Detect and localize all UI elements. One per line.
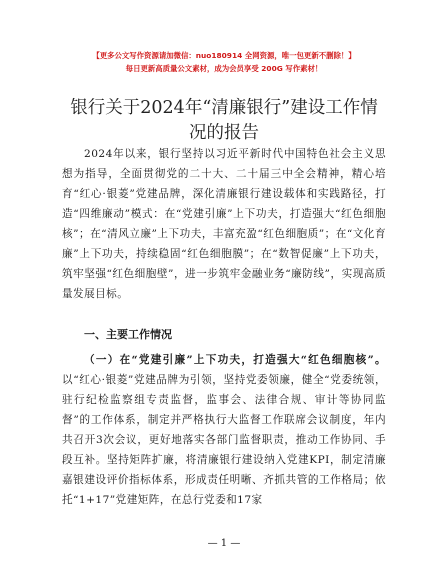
subsection-paragraph xyxy=(62,350,386,510)
intro-paragraph: 2024年以来，银行坚持以习近平新时代中国特色社会主义思想为指导，全面贯彻党的二十大、二十届三中全会精神，精心培育“红心·银菱”党建品牌，深化清廉银行建设载体和实践路径，打造“四维廉动”模式：在“党建引廉”上下功夫，打造强大“红色细胞核”；在“清风立廉”上下功夫，丰富充盈“红色细胞质”；在“文化育廉”上下功夫，持续稳固“红色细胞膜”；在“数智促廉”上下功夫，筑牢坚强“红色细胞壁”，进一步筑牢金融业务“廉防线”，实现高质量发展目标。 xyxy=(62,148,386,300)
promo-banner-line-1: 【更多公文写作资源请加微信：nuo180914 全网资源，唯一包更新不删除！】 xyxy=(92,51,356,60)
document-title: 银行关于2024年“清廉银行”建设工作情况的报告 xyxy=(70,98,378,143)
promo-banner-line-2: 每日更新高质量公文素材，成为会员享受 200G 写作素材！ xyxy=(125,64,323,73)
subsection-body: 以“红心·银菱”党建品牌为引领，坚持党委领廉，健全“党委统领，驻行纪检监察组专责监督，监事会、法律合规、审计等协同监督”的工作体系，制定并严格执行大监督工作联席会议制度，年内共召开3次会议，更好地落实各部门监督职责，推动工作协同、手段互补。坚持矩阵扩廉，将清廉银行建设纳入党建KPI，制定清廉嘉银建设评价指标体系，形成责任明晰、齐抓共管的工作格局；依托“1+17”党建矩阵，在总行党委和17家 xyxy=(62,374,386,506)
section-heading: 一、主要工作情况 xyxy=(84,328,172,341)
subsection-heading: （一）在“党建引廉”上下功夫，打造强大“红色细胞核”。 xyxy=(84,354,386,366)
page-number: — 1 — xyxy=(207,538,241,549)
